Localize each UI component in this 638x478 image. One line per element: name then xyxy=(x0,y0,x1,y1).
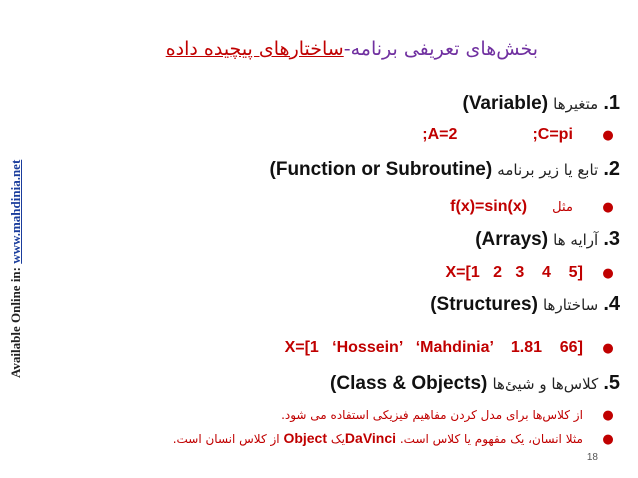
example-a: A=2; xyxy=(422,126,458,143)
item-en: (Class & Objects) xyxy=(330,373,488,394)
example-davinci: DaVinci xyxy=(344,430,397,446)
item-4 xyxy=(430,293,620,316)
example-array: X=[1 2 3 4 5] xyxy=(445,264,583,281)
item-5 xyxy=(330,372,620,395)
sidebar-source xyxy=(6,18,26,378)
example-object: Object xyxy=(283,430,328,446)
example-structure: X=[1 ‘Hossein’ ‘Mahdinia’ 1.81 66] xyxy=(284,339,583,356)
item-3 xyxy=(475,228,620,251)
item-2 xyxy=(270,158,620,181)
example-5a xyxy=(281,404,620,423)
bullet-icon: ● xyxy=(602,266,614,281)
item-en: (Function or Subroutine) xyxy=(269,159,493,180)
item-fa: کلاس‌ها و شیئ‌ها xyxy=(492,375,599,393)
example-class-intro: مثلا انسان، یک مفهوم یا کلاس است. xyxy=(396,432,583,446)
item-number: 1. xyxy=(603,92,620,114)
example-class-desc: از کلاس‌ها برای مدل کردن مفاهیم فیزیکی استفاده می شود. xyxy=(281,408,583,422)
bullet-icon: ● xyxy=(602,341,614,356)
item-number: 4. xyxy=(603,293,620,315)
example-class-end: از کلاس انسان است. xyxy=(172,432,284,446)
bullet-icon: ● xyxy=(602,128,614,143)
item-number: 5. xyxy=(603,372,620,394)
item-fa: تابع یا زیر برنامه xyxy=(497,161,599,179)
page-number: 18 xyxy=(586,452,598,463)
item-1 xyxy=(462,92,620,115)
title-main: بخش‌های تعریفی برنامه- xyxy=(343,38,538,60)
item-number: 2. xyxy=(603,158,620,180)
example-c: C=pi; xyxy=(532,126,573,143)
item-number: 3. xyxy=(603,228,620,250)
title-sub: ساختارهای پیچیده داده xyxy=(165,38,344,60)
example-3 xyxy=(446,262,621,282)
sidebar-label: Available Online in: xyxy=(8,263,23,378)
example-misal: مثل xyxy=(552,200,573,215)
example-5b xyxy=(173,428,620,447)
example-class-mid: یک xyxy=(327,432,345,446)
bullet-icon: ● xyxy=(602,432,614,447)
bullet-icon: ● xyxy=(602,200,614,215)
bullet-icon: ● xyxy=(602,408,614,423)
item-fa: ساختارها xyxy=(542,296,599,314)
sidebar-url-link[interactable]: www.mahdinia.net xyxy=(8,159,23,264)
example-2 xyxy=(450,196,620,216)
slide-title xyxy=(166,38,538,60)
item-en: (Arrays) xyxy=(475,229,549,250)
item-en: (Structures) xyxy=(430,294,538,315)
item-fa: آرایه ها xyxy=(553,231,599,249)
example-function: f(x)=sin(x) xyxy=(450,198,528,215)
item-en: (Variable) xyxy=(462,93,549,114)
example-1 xyxy=(422,124,620,144)
example-4 xyxy=(285,337,620,357)
item-fa: متغیرها xyxy=(553,95,599,113)
